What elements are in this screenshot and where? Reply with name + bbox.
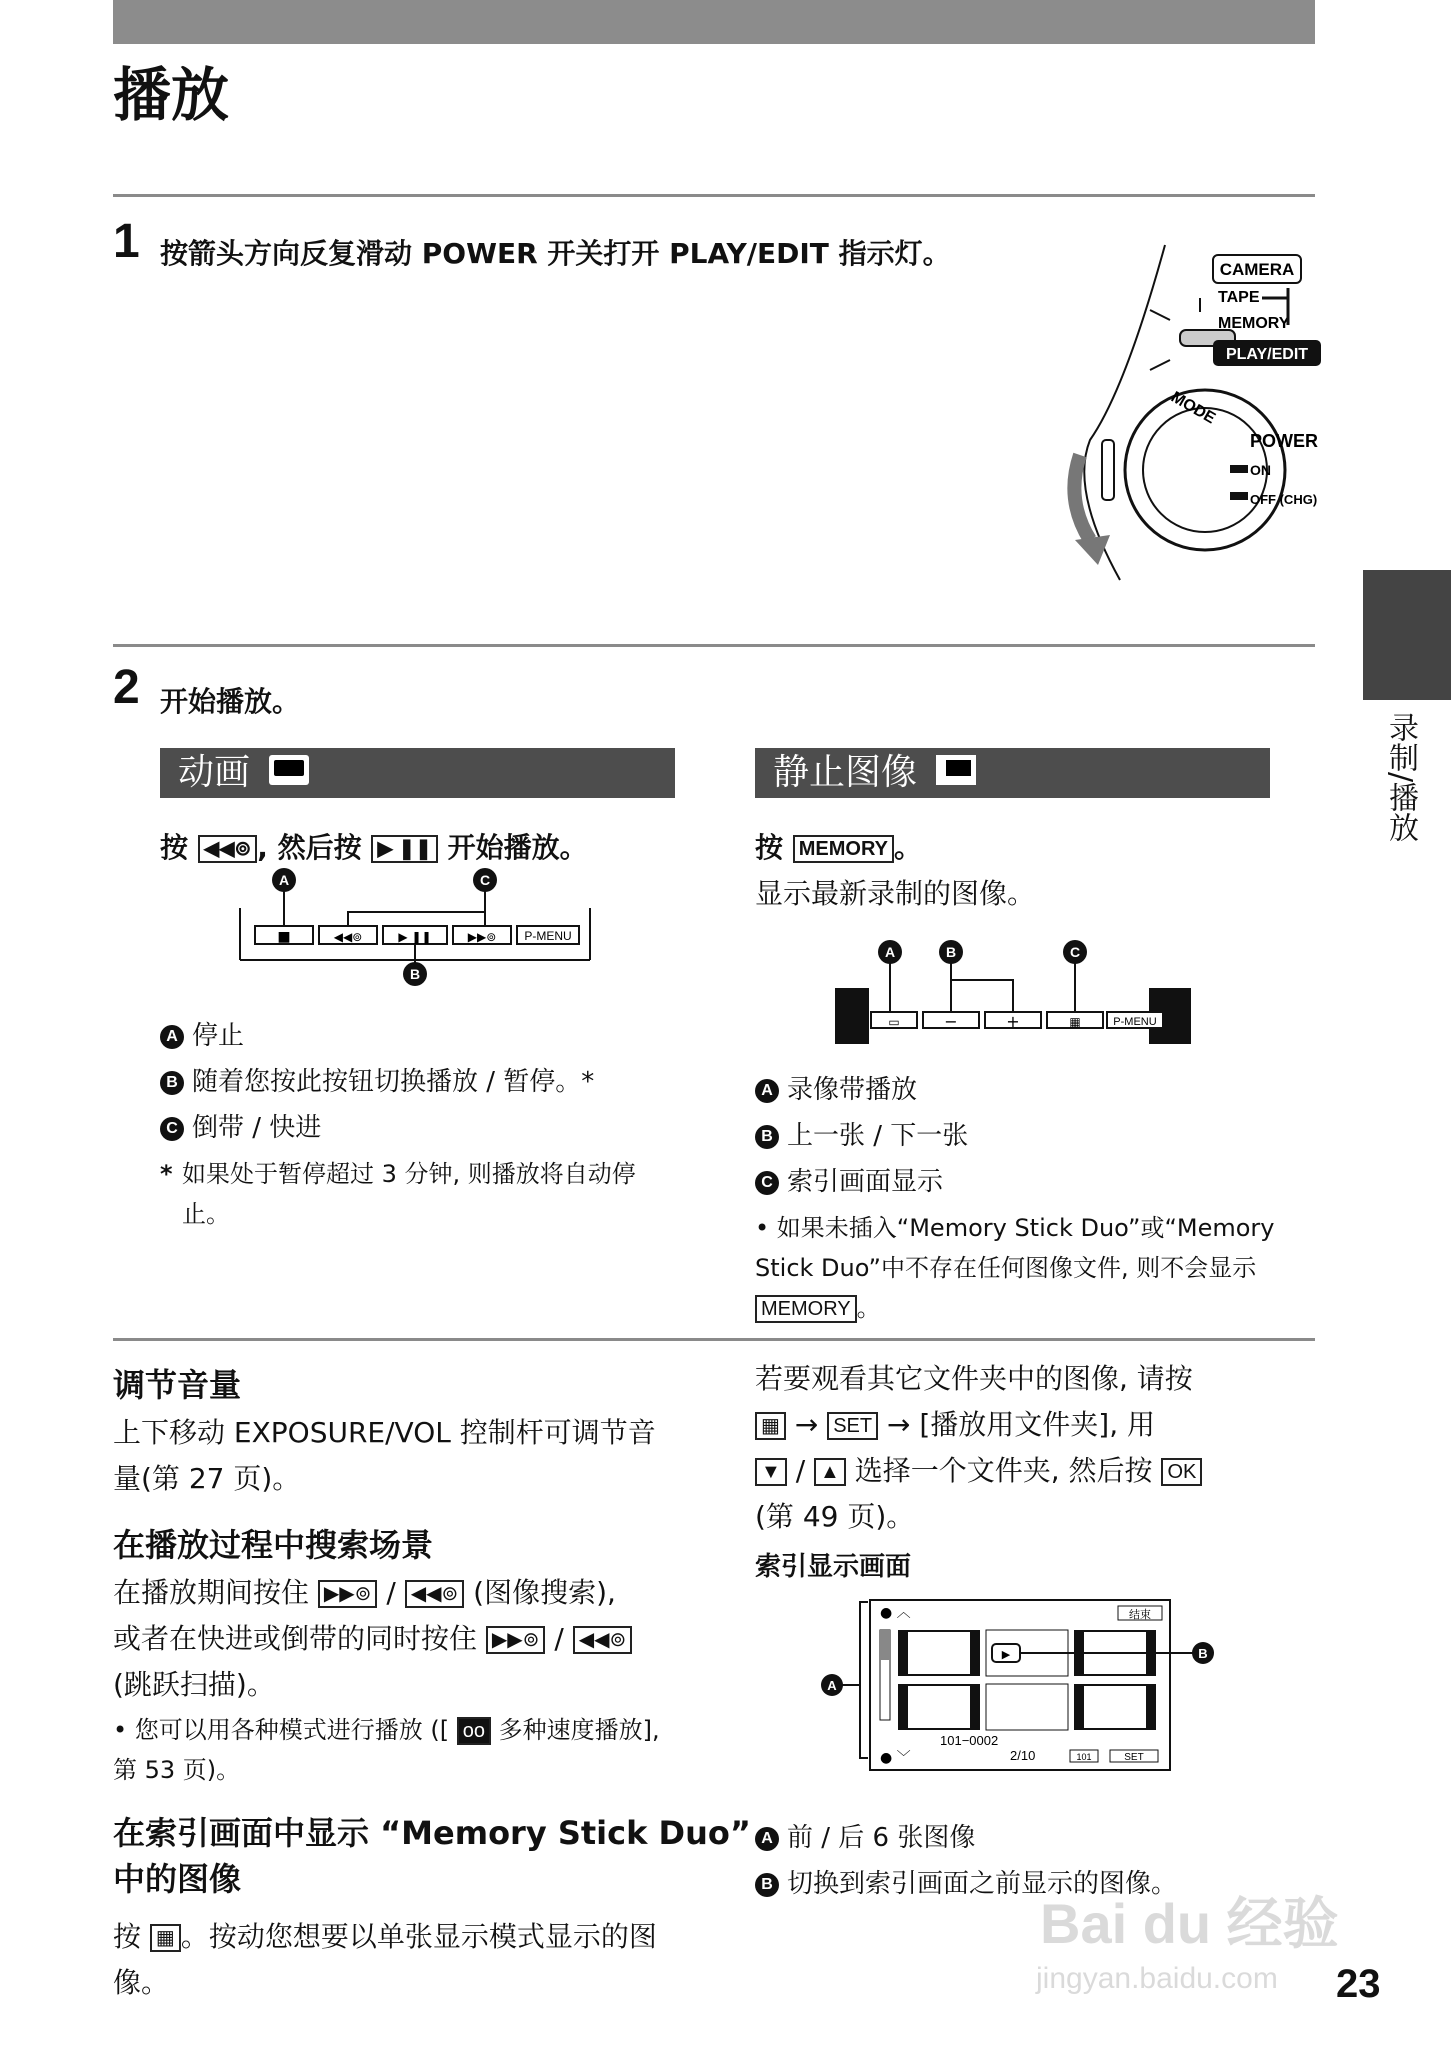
set-button: SET — [1124, 1752, 1144, 1763]
svg-text:OFF (CHG): OFF (CHG) — [1250, 492, 1318, 507]
file-number: 101−0002 — [940, 1733, 999, 1748]
still-control-panel — [835, 940, 1195, 1050]
ff-key: ▶▶⊚ — [318, 1580, 378, 1608]
step-1-number: 1 — [113, 215, 140, 268]
movie-instruction-post: 开始播放。 — [447, 831, 588, 864]
index-screen-heading: 索引显示画面 — [755, 1552, 912, 1582]
volume-heading: 调节音量 — [113, 1366, 242, 1404]
step-2-number: 2 — [113, 661, 140, 714]
legend-item: A 停止 — [160, 1016, 680, 1056]
watermark-logo: Bai du 经验 — [1040, 1892, 1339, 1955]
index-key: ▦ — [150, 1924, 181, 1952]
folder-body: 若要观看其它文件夹中的图像, 请按 ▦ → SET → [播放用文件夹], 用 ▼ / ▲ 选择一个文件夹, 然后按 OK (第 49 页)。 — [755, 1356, 1315, 1540]
still-description: 显示最新录制的图像。 — [755, 877, 1036, 910]
svg-text:C: C — [1069, 944, 1081, 960]
svg-text:MODE: MODE — [1168, 388, 1219, 428]
memory-key: MEMORY — [793, 835, 894, 863]
play-pause-button: ▶ ❚❚ — [398, 930, 432, 944]
ff-key: ▶▶⊚ — [486, 1626, 546, 1654]
legend-item: B 切换到索引画面之前显示的图像。 — [755, 1864, 1315, 1904]
movie-control-panel — [235, 868, 595, 988]
svg-text:A: A — [884, 944, 896, 960]
svg-text:POWER: POWER — [1250, 431, 1319, 451]
stop-button: ■ — [277, 929, 291, 945]
legend-item: B 上一张 / 下一张 — [755, 1116, 1275, 1156]
power-dial-illustration — [1030, 240, 1330, 590]
section-tab-label: 录制/播放 — [1383, 712, 1418, 843]
memory-key: MEMORY — [755, 1295, 857, 1323]
search-bullet: • 您可以用各种模式进行播放 ([ oo 多种速度播放], 第 53 页)。 — [113, 1716, 660, 1784]
movie-section-bar — [160, 748, 675, 798]
rewind-key: ◀◀⊚ — [198, 835, 258, 863]
p-menu-button: P-MENU — [524, 929, 572, 943]
ok-key: OK — [1161, 1458, 1202, 1486]
svg-text:C: C — [479, 872, 491, 888]
tape-icon — [269, 755, 309, 785]
play-return-icon: ▶ — [1001, 1648, 1011, 1661]
movie-instruction-mid: , 然后按 — [257, 831, 362, 864]
page-number: 23 — [1336, 1962, 1381, 2006]
footnote: * 如果处于暂停超过 3 分钟, 则播放将自动停止。 — [160, 1160, 636, 1228]
index-key: ▦ — [755, 1412, 786, 1440]
svg-text:TAPE: TAPE — [1218, 289, 1260, 306]
fast-forward-button: ▶▶⊚ — [467, 930, 497, 944]
divider — [113, 644, 1315, 647]
section-tab — [1363, 570, 1451, 700]
scroll-up-icon: ● ︿ — [880, 1605, 911, 1621]
set-key: SET — [827, 1412, 878, 1440]
rewind-button: ◀◀⊚ — [333, 930, 363, 944]
index-body: 按 ▦ 。按动您想要以单张显示模式显示的图像。 — [113, 1920, 657, 1999]
p-menu-button: P-MENU — [1113, 1016, 1157, 1028]
movie-legend — [160, 1016, 680, 1234]
svg-text:A: A — [827, 1678, 837, 1693]
divider — [113, 1338, 1315, 1341]
end-button: 结束 — [1129, 1608, 1151, 1621]
rewind-key: ◀◀⊚ — [405, 1580, 465, 1608]
legend-item: A 录像带播放 — [755, 1070, 1275, 1110]
still-note: • 如果未插入“Memory Stick Duo”或“Memory Stick Duo”中不存在任何图像文件, 则不会显示 MEMORY 。 — [755, 1214, 1275, 1322]
index-button: ▦ — [1069, 1015, 1081, 1029]
up-key: ▲ — [814, 1458, 846, 1486]
still-instruction: 按 MEMORY 。 — [755, 831, 923, 864]
svg-text:PLAY/EDIT: PLAY/EDIT — [1225, 346, 1309, 363]
legend-item: C 索引画面显示 — [755, 1162, 1275, 1202]
still-section-bar — [755, 748, 1270, 798]
watermark-url: jingyan.baidu.com — [1036, 1962, 1278, 1995]
step-2-text: 开始播放。 — [160, 685, 301, 718]
svg-text:ON: ON — [1250, 462, 1271, 478]
still-section-title: 静止图像 — [773, 752, 918, 793]
search-heading: 在播放过程中搜索场景 — [113, 1526, 434, 1564]
folder-number: 101 — [1076, 1752, 1092, 1762]
legend-item: B 随着您按此按钮切换播放 / 暂停。* — [160, 1062, 680, 1102]
svg-text:B: B — [1198, 1646, 1208, 1661]
image-count: 2/10 — [1010, 1748, 1036, 1763]
next-button: + — [1006, 1012, 1020, 1031]
down-key: ▼ — [755, 1458, 787, 1486]
still-legend — [755, 1070, 1275, 1328]
svg-text:B: B — [409, 966, 421, 982]
index-screen-illustration — [810, 1590, 1230, 1780]
tape-icon: oo — [457, 1717, 491, 1745]
divider — [113, 194, 1315, 197]
memory-card-icon — [936, 755, 976, 785]
previous-button: − — [944, 1012, 958, 1031]
movie-section-title: 动画 — [178, 752, 251, 793]
play-pause-key: ▶ ❚❚ — [371, 835, 437, 863]
scroll-down-icon: ● ﹀ — [880, 1750, 911, 1766]
svg-text:A: A — [278, 872, 290, 888]
svg-text:MEMORY: MEMORY — [1218, 315, 1290, 332]
svg-text:B: B — [945, 944, 957, 960]
svg-text:CAMERA: CAMERA — [1219, 260, 1295, 279]
tape-playback-button: ▭ — [888, 1015, 900, 1029]
page-title: 播放 — [113, 61, 230, 129]
search-body: 在播放期间按住 ▶▶⊚ / ◀◀⊚ (图像搜索), 或者在快进或倒带的同时按住 ▶▶⊚ / ◀◀⊚ (跳跃扫描)。 — [113, 1570, 683, 1708]
index-heading: 在索引画面中显示 “Memory Stick Duo” 中的图像 — [113, 1814, 751, 1898]
volume-body: 上下移动 EXPOSURE/VOL 控制杆可调节音量(第 27 页)。 — [113, 1416, 656, 1495]
legend-item: C 倒带 / 快进 — [160, 1108, 680, 1148]
header-bar — [113, 0, 1315, 44]
step-1-text: 按箭头方向反复滑动 POWER 开关打开 PLAY/EDIT 指示灯。 — [160, 237, 951, 270]
legend-item: A 前 / 后 6 张图像 — [755, 1818, 1315, 1858]
movie-instruction-pre: 按 — [160, 831, 189, 864]
rewind-key: ◀◀⊚ — [573, 1626, 633, 1654]
movie-instruction — [160, 826, 588, 866]
